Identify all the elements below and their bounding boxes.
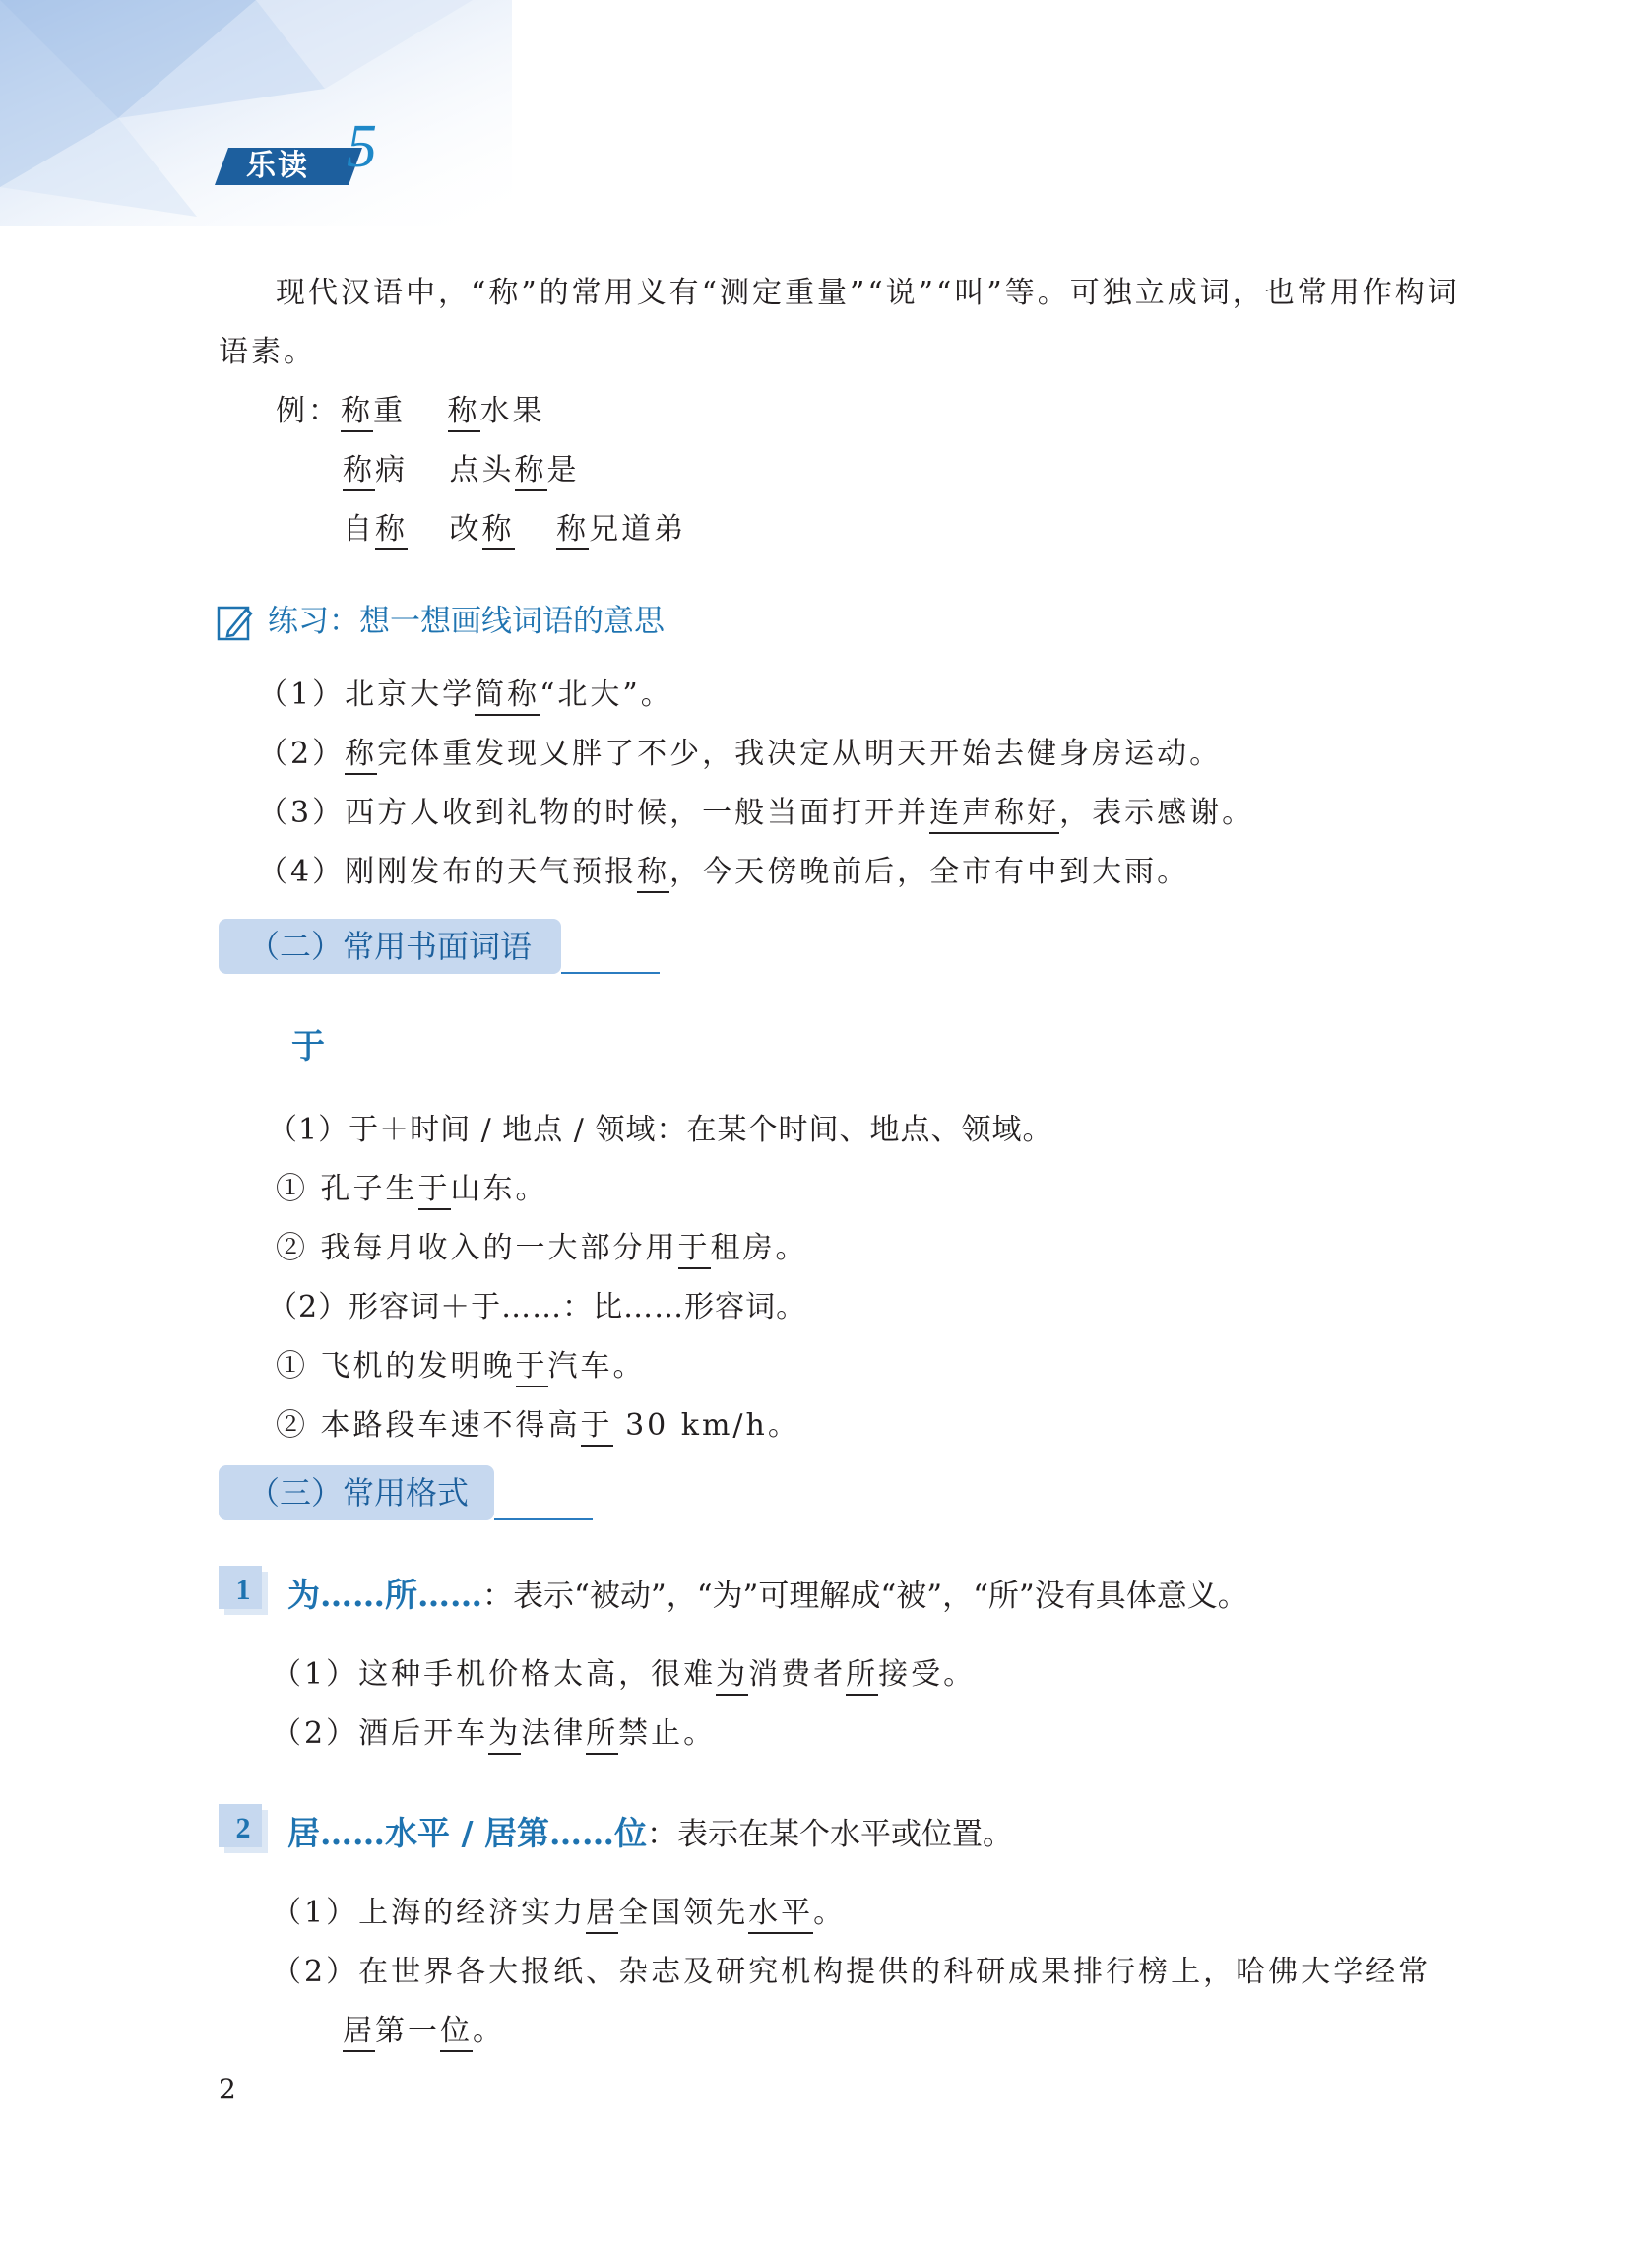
example-line: [276, 1341, 646, 1385]
item-text: ，表示感谢。: [1059, 796, 1255, 830]
rule-number: （1）: [268, 1113, 349, 1147]
format-description: ：表示在某个水平或位置。: [647, 1817, 1014, 1852]
example-term: 称: [515, 453, 547, 491]
item-text: 全国领先: [618, 1896, 749, 1930]
underlined-term: 位: [440, 2014, 473, 2052]
item-number: （2）: [258, 737, 346, 771]
example-term: 点头: [449, 453, 515, 487]
example-term: 改: [449, 512, 482, 547]
example-text: 孔子生: [320, 1172, 418, 1206]
item-text: 在世界各大报纸、杂志及研究机构提供的科研成果排行榜上，哈佛大学经常: [358, 1955, 1431, 1989]
intro-line-2: 语素。: [219, 335, 316, 369]
lesson-badge: [215, 148, 362, 185]
lesson-number: 5: [347, 113, 377, 180]
item-text: “北大”。: [540, 677, 673, 712]
rule-text: 于＋时间 / 地点 / 领域：在某个时间、地点、领域。: [349, 1113, 1053, 1147]
section-title: （二）常用书面词语: [248, 928, 533, 965]
item-text: 酒后开车: [358, 1716, 489, 1751]
item-number: （2）: [272, 1955, 359, 1989]
example-text: 30 km/h。: [612, 1408, 800, 1443]
item-text: 禁止。: [618, 1716, 717, 1751]
example-row: [276, 386, 545, 429]
format-number-badge: [219, 1566, 268, 1615]
underlined-term: 于: [418, 1172, 451, 1210]
pencil-icon: [217, 602, 256, 641]
format-number: 2: [235, 1812, 251, 1844]
item-text: 北京大学: [345, 677, 476, 712]
exercise-item: [258, 670, 673, 713]
example-term: 称: [448, 394, 480, 432]
format-example: [272, 1649, 976, 1693]
underlined-term: 所: [846, 1657, 878, 1696]
format-pattern: 为……所……: [287, 1576, 482, 1614]
example-term: 称: [343, 453, 375, 491]
format-example: [272, 1888, 846, 1931]
underlined-term: 称: [345, 737, 377, 775]
rule-text: 形容词＋于……：比……形容词。: [349, 1290, 807, 1324]
example-text: 本路段车速不得高: [320, 1408, 581, 1443]
item-number: （2）: [272, 1716, 359, 1751]
example-mark: ②: [276, 1408, 308, 1443]
example-term: 自: [343, 512, 375, 547]
format-example: [272, 1709, 716, 1752]
example-term: 称: [341, 394, 373, 432]
example-text: 租房。: [710, 1231, 808, 1265]
underlined-term: 为: [716, 1657, 748, 1696]
example-term: 病: [375, 453, 408, 487]
format-pattern: 居……水平 / 居第……位: [287, 1814, 648, 1852]
example-term: 兄道弟: [589, 512, 687, 547]
item-text: 上海的经济实力: [358, 1896, 587, 1930]
format-heading: [287, 1808, 1013, 1854]
exercise-item: [258, 729, 1222, 772]
item-text: 西方人收到礼物的时候，一般当面打开并: [345, 796, 930, 830]
rule-line: [268, 1282, 806, 1325]
format-example-continued: [343, 2006, 505, 2049]
item-number: （1）: [272, 1657, 359, 1692]
underlined-term: 称: [637, 855, 669, 893]
item-text: 。: [473, 2014, 505, 2048]
rule-line: [268, 1105, 1052, 1148]
underlined-term: 居: [343, 2014, 375, 2052]
example-term: 是: [546, 453, 580, 487]
example-term: 重: [373, 394, 406, 428]
exercise-item: [258, 788, 1254, 831]
example-text: 汽车。: [547, 1349, 646, 1384]
rule-number: （2）: [268, 1290, 349, 1324]
example-text: 我每月收入的一大部分用: [320, 1231, 678, 1265]
example-term: 称: [375, 512, 408, 550]
example-text: 山东。: [450, 1172, 548, 1206]
item-text: 这种手机价格太高，很难: [358, 1657, 717, 1692]
example-line: [276, 1400, 800, 1444]
underlined-term: 水平: [748, 1896, 813, 1934]
underlined-term: 于: [516, 1349, 548, 1387]
item-text: 接受。: [878, 1657, 977, 1692]
item-text: 消费者: [748, 1657, 847, 1692]
example-line: [276, 1164, 548, 1207]
underlined-term: 于: [581, 1408, 613, 1447]
underlined-term: 所: [586, 1716, 618, 1755]
example-term: 称: [556, 512, 589, 550]
section-rule: [494, 1518, 593, 1520]
example-label: 例：: [276, 394, 341, 428]
section-tab: [219, 919, 561, 974]
format-number-badge: [219, 1804, 268, 1853]
item-number: （3）: [258, 796, 346, 830]
underlined-term: 居: [586, 1896, 618, 1934]
format-example: [272, 1947, 1430, 1990]
example-mark: ②: [276, 1231, 308, 1265]
item-number: （4）: [258, 855, 346, 889]
example-term: 水果: [479, 394, 545, 428]
item-text: 法律: [521, 1716, 587, 1751]
page-number: 2: [219, 2073, 236, 2105]
item-number: （1）: [258, 677, 346, 712]
example-line: [276, 1223, 808, 1266]
key-word: 于: [291, 1027, 325, 1066]
item-text: ，今天傍晚前后，全市有中到大雨。: [669, 855, 1190, 889]
example-row: [343, 445, 580, 488]
format-heading: [287, 1570, 1248, 1616]
corner-decoration: [0, 0, 512, 226]
underlined-term: 连声称好: [929, 796, 1059, 834]
example-row: [343, 504, 686, 548]
format-number: 1: [235, 1574, 251, 1606]
item-number: （1）: [272, 1896, 359, 1930]
underlined-term: 于: [678, 1231, 711, 1269]
underlined-term: 为: [488, 1716, 521, 1755]
format-description: ：表示“被动”，“为”可理解成“被”，“所”没有具体意义。: [482, 1579, 1248, 1614]
item-text: 第一: [375, 2014, 440, 2048]
intro-line-1: 现代汉语中，“称”的常用义有“测定重量”“说”“叫”等。可独立成词，也常用作构词: [276, 276, 1460, 310]
example-term: 称: [482, 512, 515, 550]
item-text: 。: [813, 1896, 847, 1930]
exercise-title: 练习：想一想画线词语的意思: [268, 604, 665, 639]
example-mark: ①: [276, 1172, 308, 1206]
underlined-term: 简称: [475, 677, 540, 716]
exercise-item: [258, 847, 1189, 890]
section-title: （三）常用格式: [248, 1474, 470, 1512]
section-tab: [219, 1465, 494, 1520]
section-rule: [561, 972, 660, 974]
item-text: 刚刚发布的天气预报: [345, 855, 638, 889]
example-mark: ①: [276, 1349, 308, 1384]
badge-label: 乐读: [246, 149, 309, 183]
item-text: 完体重发现又胖了不少，我决定从明天开始去健身房运动。: [377, 737, 1223, 771]
example-text: 飞机的发明晚: [320, 1349, 516, 1384]
